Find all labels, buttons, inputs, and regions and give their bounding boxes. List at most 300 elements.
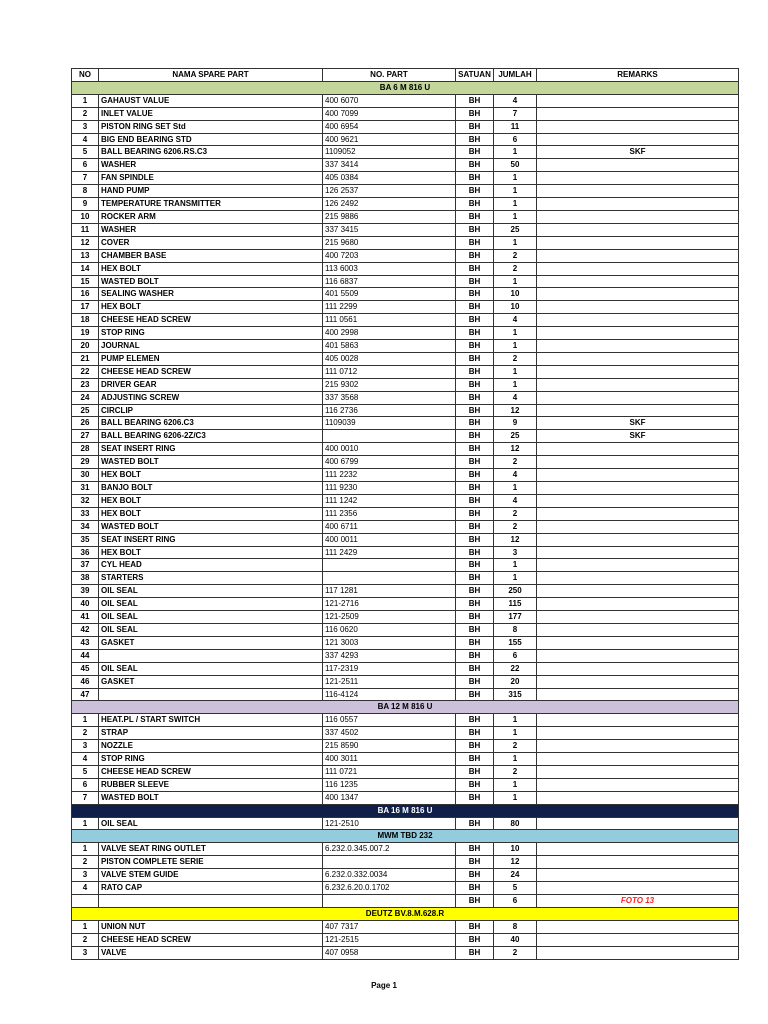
part-number: 116 2736 bbox=[323, 404, 456, 417]
unit: BH bbox=[456, 120, 494, 133]
remarks bbox=[537, 765, 739, 778]
spare-part-name: CIRCLIP bbox=[99, 404, 323, 417]
section-header bbox=[72, 830, 739, 843]
quantity: 6 bbox=[494, 895, 537, 908]
row-number: 2 bbox=[72, 107, 99, 120]
spare-part-name: OIL SEAL bbox=[99, 598, 323, 611]
quantity: 6 bbox=[494, 133, 537, 146]
row-number: 44 bbox=[72, 649, 99, 662]
unit: BH bbox=[456, 469, 494, 482]
remarks bbox=[537, 856, 739, 869]
part-number: 111 2356 bbox=[323, 507, 456, 520]
table-row bbox=[72, 159, 739, 172]
quantity: 4 bbox=[494, 391, 537, 404]
unit: BH bbox=[456, 159, 494, 172]
table-row bbox=[72, 611, 739, 624]
part-number: 400 3011 bbox=[323, 753, 456, 766]
quantity: 1 bbox=[494, 236, 537, 249]
part-number: 337 4293 bbox=[323, 649, 456, 662]
unit: BH bbox=[456, 675, 494, 688]
quantity: 11 bbox=[494, 120, 537, 133]
row-number: 41 bbox=[72, 611, 99, 624]
spare-part-name: STRAP bbox=[99, 727, 323, 740]
part-number: 121-2509 bbox=[323, 611, 456, 624]
remarks bbox=[537, 546, 739, 559]
quantity: 177 bbox=[494, 611, 537, 624]
remarks bbox=[537, 198, 739, 211]
spare-part-name: CHEESE HEAD SCREW bbox=[99, 365, 323, 378]
unit: BH bbox=[456, 301, 494, 314]
unit: BH bbox=[456, 94, 494, 107]
table-header bbox=[72, 69, 739, 82]
row-number: 22 bbox=[72, 365, 99, 378]
quantity: 2 bbox=[494, 740, 537, 753]
unit: BH bbox=[456, 895, 494, 908]
row-number: 46 bbox=[72, 675, 99, 688]
row-number: 3 bbox=[72, 869, 99, 882]
quantity: 315 bbox=[494, 688, 537, 701]
part-number: 6.232.0.332.0034 bbox=[323, 869, 456, 882]
quantity: 2 bbox=[494, 456, 537, 469]
table-row bbox=[72, 572, 739, 585]
part-number: 400 0010 bbox=[323, 443, 456, 456]
spare-part-name: OIL SEAL bbox=[99, 585, 323, 598]
spare-part-name: HEAT.PL / START SWITCH bbox=[99, 714, 323, 727]
table-row bbox=[72, 185, 739, 198]
row-number: 25 bbox=[72, 404, 99, 417]
quantity: 1 bbox=[494, 714, 537, 727]
spare-part-name: UNION NUT bbox=[99, 920, 323, 933]
quantity: 2 bbox=[494, 352, 537, 365]
part-number: 111 0721 bbox=[323, 765, 456, 778]
table-row bbox=[72, 120, 739, 133]
section-title: BA 16 M 816 U bbox=[72, 804, 739, 817]
spare-part-name: BALL BEARING 6206.RS.C3 bbox=[99, 146, 323, 159]
quantity: 2 bbox=[494, 249, 537, 262]
part-number: 400 0011 bbox=[323, 533, 456, 546]
spare-part-name: WASTED BOLT bbox=[99, 275, 323, 288]
row-number: 43 bbox=[72, 636, 99, 649]
remarks bbox=[537, 675, 739, 688]
remarks: FOTO 13 bbox=[537, 895, 739, 908]
part-number: 126 2492 bbox=[323, 198, 456, 211]
header-nama-spare-part: NAMA SPARE PART bbox=[99, 69, 323, 82]
part-number bbox=[323, 430, 456, 443]
unit: BH bbox=[456, 146, 494, 159]
table-row bbox=[72, 598, 739, 611]
unit: BH bbox=[456, 649, 494, 662]
row-number: 3 bbox=[72, 946, 99, 959]
spare-part-name: RUBBER SLEEVE bbox=[99, 778, 323, 791]
quantity: 4 bbox=[494, 469, 537, 482]
spare-part-name: HEX BOLT bbox=[99, 301, 323, 314]
remarks bbox=[537, 314, 739, 327]
unit: BH bbox=[456, 494, 494, 507]
remarks bbox=[537, 623, 739, 636]
table-row bbox=[72, 314, 739, 327]
row-number: 32 bbox=[72, 494, 99, 507]
spare-part-name: BALL BEARING 6206-2Z/C3 bbox=[99, 430, 323, 443]
row-number: 5 bbox=[72, 146, 99, 159]
quantity: 1 bbox=[494, 378, 537, 391]
table-row bbox=[72, 236, 739, 249]
table-row bbox=[72, 327, 739, 340]
spare-part-name: WASTED BOLT bbox=[99, 520, 323, 533]
spare-part-name: HEX BOLT bbox=[99, 262, 323, 275]
part-number: 117 1281 bbox=[323, 585, 456, 598]
quantity: 2 bbox=[494, 262, 537, 275]
quantity: 24 bbox=[494, 869, 537, 882]
unit: BH bbox=[456, 507, 494, 520]
quantity: 1 bbox=[494, 146, 537, 159]
remarks bbox=[537, 882, 739, 895]
row-number: 4 bbox=[72, 882, 99, 895]
quantity: 3 bbox=[494, 546, 537, 559]
remarks bbox=[537, 869, 739, 882]
unit: BH bbox=[456, 223, 494, 236]
remarks bbox=[537, 288, 739, 301]
row-number: 1 bbox=[72, 843, 99, 856]
unit: BH bbox=[456, 520, 494, 533]
table-row bbox=[72, 275, 739, 288]
quantity: 2 bbox=[494, 946, 537, 959]
table-row bbox=[72, 895, 739, 908]
unit: BH bbox=[456, 430, 494, 443]
remarks bbox=[537, 391, 739, 404]
spare-part-name: SEAT INSERT RING bbox=[99, 443, 323, 456]
row-number: 21 bbox=[72, 352, 99, 365]
part-number: 215 9302 bbox=[323, 378, 456, 391]
table-row bbox=[72, 443, 739, 456]
remarks bbox=[537, 340, 739, 353]
remarks bbox=[537, 843, 739, 856]
table-row bbox=[72, 869, 739, 882]
table-row bbox=[72, 688, 739, 701]
spare-part-name: ROCKER ARM bbox=[99, 210, 323, 223]
row-number: 11 bbox=[72, 223, 99, 236]
table-row bbox=[72, 482, 739, 495]
remarks bbox=[537, 301, 739, 314]
quantity: 1 bbox=[494, 482, 537, 495]
page-number: Page 1 bbox=[371, 981, 397, 990]
spare-part-name: HEX BOLT bbox=[99, 546, 323, 559]
remarks bbox=[537, 107, 739, 120]
spare-part-name: WASHER bbox=[99, 159, 323, 172]
unit: BH bbox=[456, 275, 494, 288]
remarks bbox=[537, 172, 739, 185]
quantity: 6 bbox=[494, 649, 537, 662]
part-number: 400 2998 bbox=[323, 327, 456, 340]
part-number: 116 6837 bbox=[323, 275, 456, 288]
table-row bbox=[72, 662, 739, 675]
spare-part-name: PUMP ELEMEN bbox=[99, 352, 323, 365]
remarks: SKF bbox=[537, 417, 739, 430]
spare-part-name: OIL SEAL bbox=[99, 662, 323, 675]
part-number: 121 3003 bbox=[323, 636, 456, 649]
spare-part-name: NOZZLE bbox=[99, 740, 323, 753]
row-number: 31 bbox=[72, 482, 99, 495]
row-number: 13 bbox=[72, 249, 99, 262]
row-number: 40 bbox=[72, 598, 99, 611]
spare-part-name: HEX BOLT bbox=[99, 494, 323, 507]
table-row bbox=[72, 933, 739, 946]
unit: BH bbox=[456, 778, 494, 791]
spare-part-name: COVER bbox=[99, 236, 323, 249]
part-number bbox=[323, 559, 456, 572]
remarks bbox=[537, 533, 739, 546]
quantity: 4 bbox=[494, 314, 537, 327]
section-header bbox=[72, 907, 739, 920]
quantity: 10 bbox=[494, 843, 537, 856]
unit: BH bbox=[456, 327, 494, 340]
remarks bbox=[537, 262, 739, 275]
quantity: 2 bbox=[494, 520, 537, 533]
table-row bbox=[72, 391, 739, 404]
unit: BH bbox=[456, 688, 494, 701]
row-number: 19 bbox=[72, 327, 99, 340]
remarks bbox=[537, 662, 739, 675]
unit: BH bbox=[456, 598, 494, 611]
remarks bbox=[537, 327, 739, 340]
unit: BH bbox=[456, 843, 494, 856]
part-number bbox=[323, 895, 456, 908]
remarks bbox=[537, 520, 739, 533]
table-row bbox=[72, 559, 739, 572]
part-number: 126 2537 bbox=[323, 185, 456, 198]
spare-part-name: INLET VALUE bbox=[99, 107, 323, 120]
remarks bbox=[537, 185, 739, 198]
table-row bbox=[72, 172, 739, 185]
row-number bbox=[72, 895, 99, 908]
row-number: 1 bbox=[72, 94, 99, 107]
spare-part-name: SEALING WASHER bbox=[99, 288, 323, 301]
part-number: 6.232.6.20.0.1702 bbox=[323, 882, 456, 895]
table-row bbox=[72, 494, 739, 507]
table-row bbox=[72, 404, 739, 417]
spare-part-name: CHEESE HEAD SCREW bbox=[99, 314, 323, 327]
part-number: 113 6003 bbox=[323, 262, 456, 275]
table-row bbox=[72, 507, 739, 520]
unit: BH bbox=[456, 636, 494, 649]
remarks bbox=[537, 649, 739, 662]
spare-part-name: TEMPERATURE TRANSMITTER bbox=[99, 198, 323, 211]
remarks bbox=[537, 456, 739, 469]
part-number: 116 0557 bbox=[323, 714, 456, 727]
row-number: 20 bbox=[72, 340, 99, 353]
spare-part-name: HEX BOLT bbox=[99, 469, 323, 482]
remarks bbox=[537, 482, 739, 495]
quantity: 115 bbox=[494, 598, 537, 611]
quantity: 1 bbox=[494, 327, 537, 340]
unit: BH bbox=[456, 572, 494, 585]
remarks bbox=[537, 714, 739, 727]
remarks bbox=[537, 223, 739, 236]
unit: BH bbox=[456, 946, 494, 959]
section-title: MWM TBD 232 bbox=[72, 830, 739, 843]
section-title: BA 12 M 816 U bbox=[72, 701, 739, 714]
spare-part-name: CYL HEAD bbox=[99, 559, 323, 572]
part-number: 215 9886 bbox=[323, 210, 456, 223]
row-number: 45 bbox=[72, 662, 99, 675]
quantity: 25 bbox=[494, 223, 537, 236]
table-row bbox=[72, 649, 739, 662]
table-row bbox=[72, 585, 739, 598]
quantity: 20 bbox=[494, 675, 537, 688]
row-number: 23 bbox=[72, 378, 99, 391]
unit: BH bbox=[456, 288, 494, 301]
unit: BH bbox=[456, 391, 494, 404]
spare-part-name bbox=[99, 688, 323, 701]
row-number: 4 bbox=[72, 753, 99, 766]
row-number: 5 bbox=[72, 765, 99, 778]
table-row bbox=[72, 520, 739, 533]
unit: BH bbox=[456, 585, 494, 598]
header-row bbox=[72, 69, 739, 82]
remarks bbox=[537, 791, 739, 804]
quantity: 1 bbox=[494, 572, 537, 585]
row-number: 42 bbox=[72, 623, 99, 636]
table-row bbox=[72, 430, 739, 443]
part-number: 400 6711 bbox=[323, 520, 456, 533]
section-header bbox=[72, 701, 739, 714]
remarks bbox=[537, 611, 739, 624]
table-row bbox=[72, 856, 739, 869]
unit: BH bbox=[456, 107, 494, 120]
quantity: 10 bbox=[494, 288, 537, 301]
remarks bbox=[537, 159, 739, 172]
part-number bbox=[323, 856, 456, 869]
quantity: 1 bbox=[494, 172, 537, 185]
unit: BH bbox=[456, 185, 494, 198]
unit: BH bbox=[456, 727, 494, 740]
unit: BH bbox=[456, 753, 494, 766]
spare-part-name: STOP RING bbox=[99, 753, 323, 766]
quantity: 12 bbox=[494, 533, 537, 546]
row-number: 10 bbox=[72, 210, 99, 223]
row-number: 34 bbox=[72, 520, 99, 533]
quantity: 7 bbox=[494, 107, 537, 120]
header-jumlah: JUMLAH bbox=[494, 69, 537, 82]
spare-part-name: FAN SPINDLE bbox=[99, 172, 323, 185]
remarks bbox=[537, 636, 739, 649]
table-row bbox=[72, 249, 739, 262]
remarks bbox=[537, 210, 739, 223]
table-row bbox=[72, 352, 739, 365]
part-number: 337 4502 bbox=[323, 727, 456, 740]
spare-part-name: VALVE STEM GUIDE bbox=[99, 869, 323, 882]
unit: BH bbox=[456, 882, 494, 895]
part-number: 6.232.0.345.007.2 bbox=[323, 843, 456, 856]
spare-part-name: VALVE bbox=[99, 946, 323, 959]
part-number: 407 7317 bbox=[323, 920, 456, 933]
unit: BH bbox=[456, 262, 494, 275]
spare-part-name bbox=[99, 649, 323, 662]
unit: BH bbox=[456, 443, 494, 456]
row-number: 3 bbox=[72, 740, 99, 753]
spare-part-name: WASTED BOLT bbox=[99, 791, 323, 804]
unit: BH bbox=[456, 314, 494, 327]
remarks bbox=[537, 585, 739, 598]
remarks bbox=[537, 120, 739, 133]
table-row bbox=[72, 778, 739, 791]
quantity: 8 bbox=[494, 623, 537, 636]
row-number: 4 bbox=[72, 133, 99, 146]
unit: BH bbox=[456, 920, 494, 933]
part-number: 405 0028 bbox=[323, 352, 456, 365]
quantity: 1 bbox=[494, 198, 537, 211]
row-number: 29 bbox=[72, 456, 99, 469]
row-number: 9 bbox=[72, 198, 99, 211]
table-row bbox=[72, 340, 739, 353]
part-number: 1109052 bbox=[323, 146, 456, 159]
spare-part-name: CHEESE HEAD SCREW bbox=[99, 765, 323, 778]
quantity: 12 bbox=[494, 404, 537, 417]
row-number: 6 bbox=[72, 159, 99, 172]
quantity: 1 bbox=[494, 559, 537, 572]
row-number: 15 bbox=[72, 275, 99, 288]
unit: BH bbox=[456, 365, 494, 378]
header-satuan: SATUAN bbox=[456, 69, 494, 82]
unit: BH bbox=[456, 133, 494, 146]
remarks bbox=[537, 507, 739, 520]
part-number: 121-2510 bbox=[323, 817, 456, 830]
remarks bbox=[537, 688, 739, 701]
quantity: 10 bbox=[494, 301, 537, 314]
remarks bbox=[537, 404, 739, 417]
part-number: 401 5863 bbox=[323, 340, 456, 353]
remarks bbox=[537, 946, 739, 959]
part-number: 121-2511 bbox=[323, 675, 456, 688]
spare-part-name: STOP RING bbox=[99, 327, 323, 340]
quantity: 4 bbox=[494, 494, 537, 507]
part-number bbox=[323, 572, 456, 585]
remarks bbox=[537, 94, 739, 107]
part-number: 405 0384 bbox=[323, 172, 456, 185]
unit: BH bbox=[456, 533, 494, 546]
table-row bbox=[72, 262, 739, 275]
row-number: 12 bbox=[72, 236, 99, 249]
table-row bbox=[72, 456, 739, 469]
remarks bbox=[537, 740, 739, 753]
section-header bbox=[72, 81, 739, 94]
table-row bbox=[72, 675, 739, 688]
unit: BH bbox=[456, 791, 494, 804]
part-number: 111 0712 bbox=[323, 365, 456, 378]
spare-part-name: RATO CAP bbox=[99, 882, 323, 895]
part-number: 111 2429 bbox=[323, 546, 456, 559]
unit: BH bbox=[456, 352, 494, 365]
part-number: 111 0561 bbox=[323, 314, 456, 327]
quantity: 1 bbox=[494, 791, 537, 804]
spare-part-name: OIL SEAL bbox=[99, 817, 323, 830]
part-number: 121-2515 bbox=[323, 933, 456, 946]
spare-part-name: OIL SEAL bbox=[99, 623, 323, 636]
row-number: 17 bbox=[72, 301, 99, 314]
table-row bbox=[72, 301, 739, 314]
spare-part-name: ADJUSTING SCREW bbox=[99, 391, 323, 404]
part-number: 400 7099 bbox=[323, 107, 456, 120]
quantity: 50 bbox=[494, 159, 537, 172]
unit: BH bbox=[456, 765, 494, 778]
unit: BH bbox=[456, 482, 494, 495]
table-row bbox=[72, 882, 739, 895]
unit: BH bbox=[456, 546, 494, 559]
unit: BH bbox=[456, 210, 494, 223]
quantity: 12 bbox=[494, 856, 537, 869]
remarks bbox=[537, 778, 739, 791]
quantity: 2 bbox=[494, 507, 537, 520]
row-number: 2 bbox=[72, 933, 99, 946]
